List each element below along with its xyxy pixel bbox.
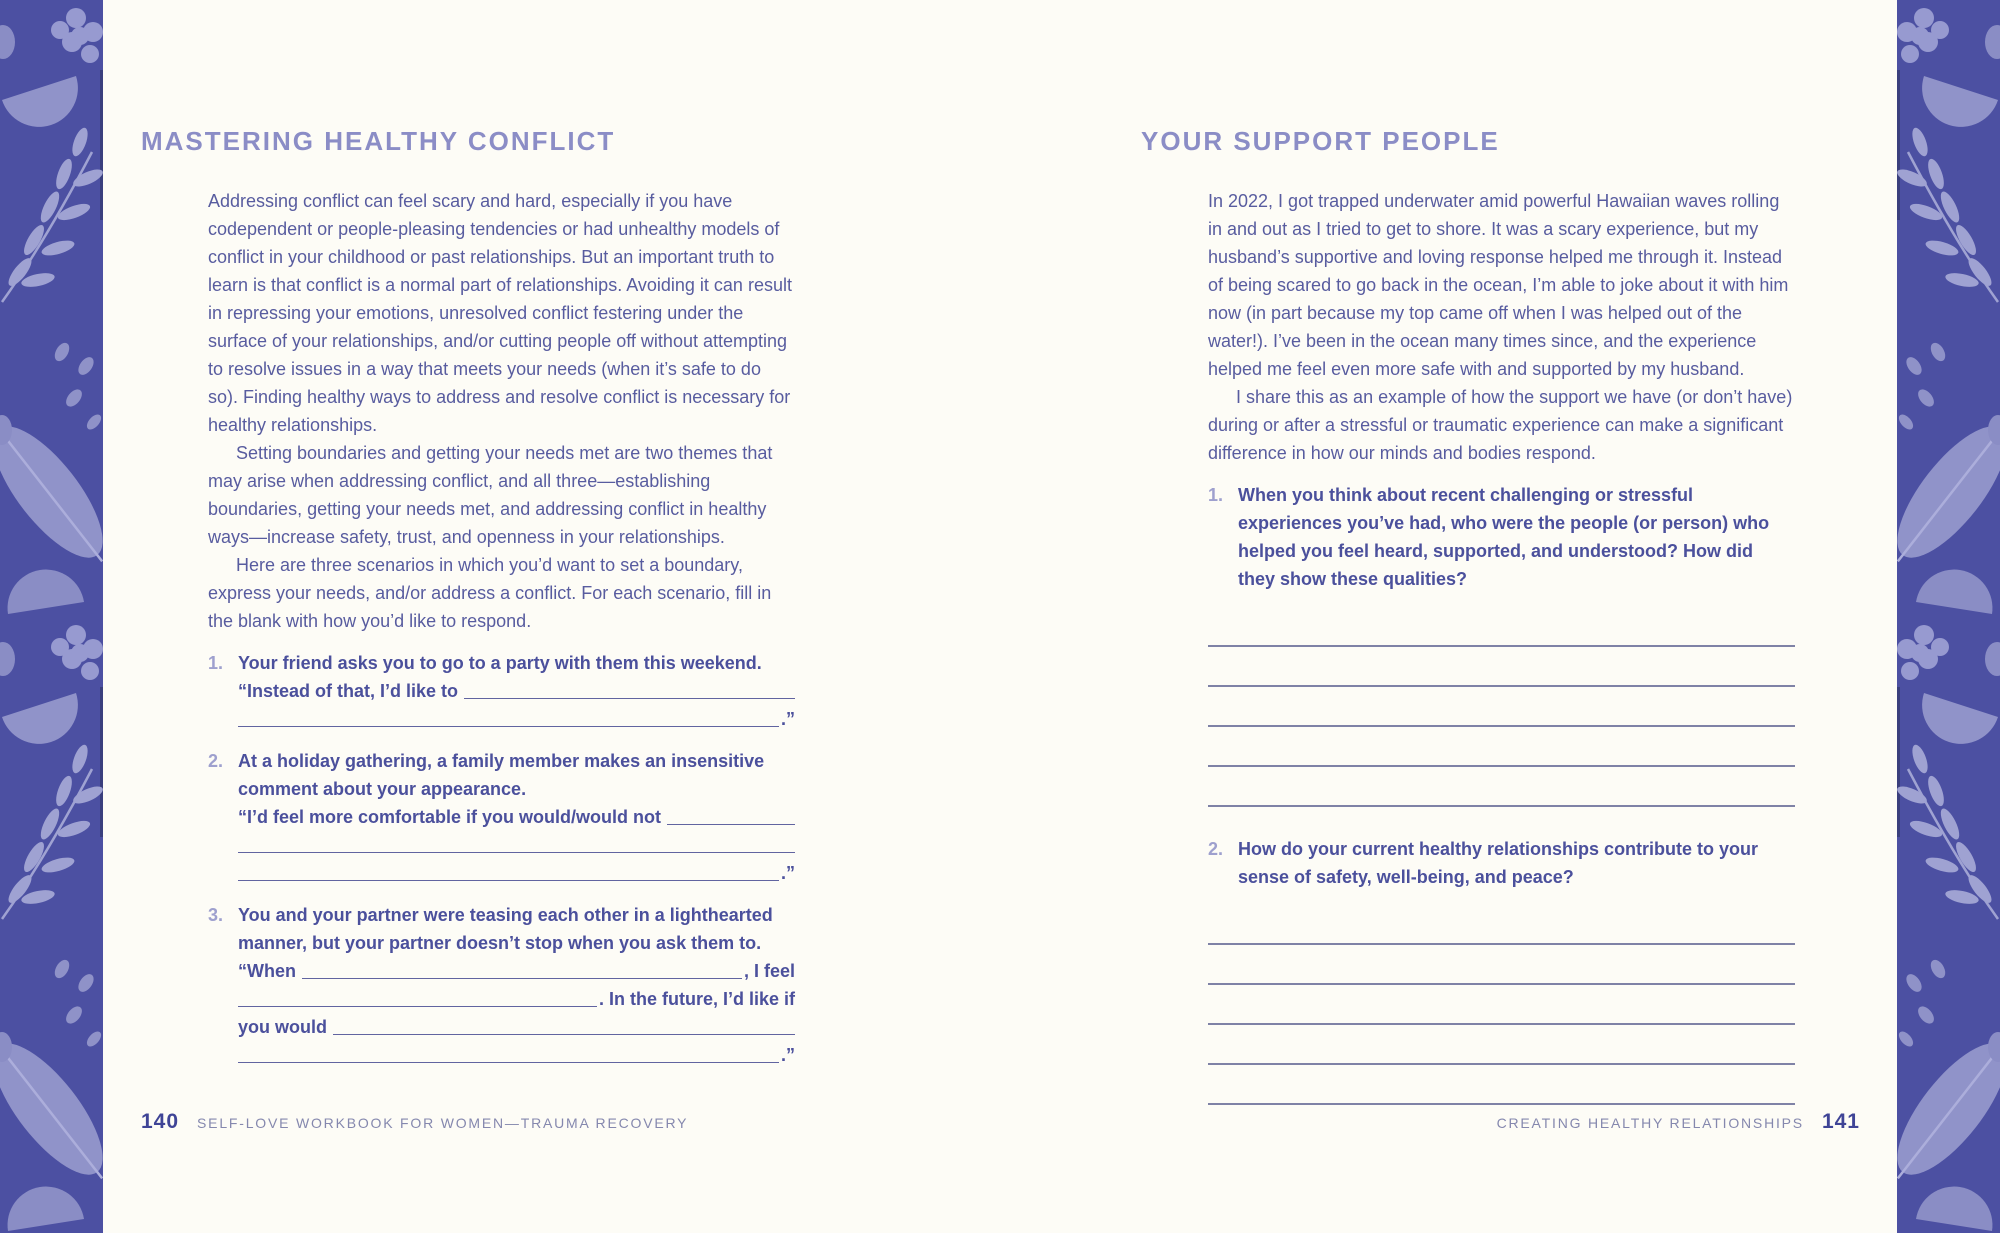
fill-in-blank [238, 726, 779, 727]
quote-mid: . In the future, I’d like if [598, 989, 795, 1009]
paragraph: Addressing conflict can feel scary and hard, especially if you have codependent or people-pleasing tendencies or had unhealthy models of conflict in your childhood or past relationships. But an important truth to learn is that conflict is a normal part of relationships. Avoiding it can result in repressing your emotions, unresolved conflict festering under the surface of your relationships, and/or cutting people off without attempting to resolve issues in a way that meets your needs (when it’s safe to do so). Finding healthy ways to address and resolve conflict is necessary for healthy relationships. [208, 191, 792, 435]
fill-in-blank [667, 824, 795, 825]
scenario-prompt: At a holiday gathering, a family member makes an insensitive comment about your appearance. [238, 751, 765, 799]
page-title-right: YOUR SUPPORT PEOPLE [1141, 126, 1500, 156]
leaf-pattern-icon [1897, 0, 2000, 1233]
answer-line [1208, 1065, 1795, 1105]
page-left [141, 126, 801, 1069]
list-number: 1. [1208, 485, 1224, 505]
footer-left [141, 1110, 688, 1134]
list-number: 2. [208, 751, 224, 771]
answer-line [1208, 945, 1795, 985]
question-item-2 [1208, 835, 1795, 891]
quote-lead: “Instead of that, I’d like to [238, 681, 459, 701]
fill-in-blank [238, 852, 795, 853]
list-number: 1. [208, 653, 224, 673]
answer-line [1208, 985, 1795, 1025]
running-title: SELF-LOVE WORKBOOK FOR WOMEN—TRAUMA RECOVERY [197, 1115, 689, 1131]
leaf-pattern-icon [0, 0, 103, 1233]
paragraph: Here are three scenarios in which you’d want to set a boundary, express your needs, and/or address a conflict. For each scenario, fill in the blank with how you’d like to respond. [208, 555, 772, 631]
quote-end: .” [780, 709, 795, 729]
answer-line [1208, 687, 1795, 727]
page-number: 141 [1821, 1110, 1860, 1133]
fill-in-blank [238, 1062, 779, 1063]
list-number: 2. [1208, 839, 1224, 859]
page-number: 140 [141, 1110, 180, 1133]
answer-lines [1208, 607, 1795, 807]
scenario-list [208, 649, 795, 1069]
scenario-prompt: Your friend asks you to go to a party with them this weekend. [238, 653, 762, 673]
question-item-1 [1208, 481, 1795, 593]
answer-lines [1208, 905, 1795, 1105]
quote-lead: “I’d feel more comfortable if you would/would not [238, 807, 662, 827]
scenario-prompt: You and your partner were teasing each other in a lighthearted manner, but your partner doesn’t stop when you ask them to. [238, 905, 773, 953]
paragraph: Setting boundaries and getting your needs met are two themes that may arise when addressing conflict, and all three—establishing boundaries, getting your needs met, and addressing conflict in healthy ways—increase safety, trust, and openness in your relationships. [208, 443, 773, 547]
fill-in-blank [464, 698, 795, 699]
answer-line [1208, 647, 1795, 687]
fill-in-blank [238, 1006, 597, 1007]
footer-right [1497, 1110, 1860, 1134]
page-title-left: MASTERING HEALTHY CONFLICT [141, 126, 616, 156]
question-text: When you think about recent challenging or stressful experiences you’ve had, who were the people (or person) who helped you feel heard, supported, and understood? How did they show these qualities? [1238, 485, 1770, 589]
answer-line [1208, 905, 1795, 945]
page-right [1141, 126, 1801, 1133]
quote-lead: “When [238, 961, 296, 981]
quote-mid: , I feel [743, 961, 795, 981]
right-body [1208, 187, 1795, 1105]
list-number: 3. [208, 905, 224, 925]
fill-in-blank [333, 1034, 795, 1035]
decorative-border-right [1897, 0, 2000, 1233]
paragraph: In 2022, I got trapped underwater amid powerful Hawaiian waves rolling in and out as I tried to get to shore. It was a scary experience, but my husband’s supportive and loving response helped me through it. Instead of being scared to go back in the ocean, I’m able to joke about it with him now (in part because my top came off when I was helped out of the water!). I’ve been in the ocean many times since, and the experience helped me feel even more safe with and supported by my husband. [1208, 191, 1789, 379]
scenario-item-3 [208, 901, 795, 1069]
answer-line [1208, 607, 1795, 647]
scenario-item-1 [208, 649, 795, 733]
decorative-border-left [0, 0, 103, 1233]
quote-lead: you would [238, 1017, 327, 1037]
paragraph: I share this as an example of how the support we have (or don’t have) during or after a stressful or traumatic experience can make a significant difference in how our minds and bodies respond. [1208, 387, 1793, 463]
quote-end: .” [780, 1045, 795, 1065]
running-title: CREATING HEALTHY RELATIONSHIPS [1496, 1115, 1804, 1131]
left-body [208, 187, 795, 1069]
question-list [1208, 481, 1795, 1105]
quote-end: .” [780, 863, 795, 883]
answer-line [1208, 727, 1795, 767]
question-text: How do your current healthy relationships contribute to your sense of safety, well-being, and peace? [1238, 839, 1759, 887]
answer-line [1208, 767, 1795, 807]
fill-in-blank [238, 880, 779, 881]
answer-line [1208, 1025, 1795, 1065]
scenario-item-2 [208, 747, 795, 887]
fill-in-blank [302, 978, 742, 979]
